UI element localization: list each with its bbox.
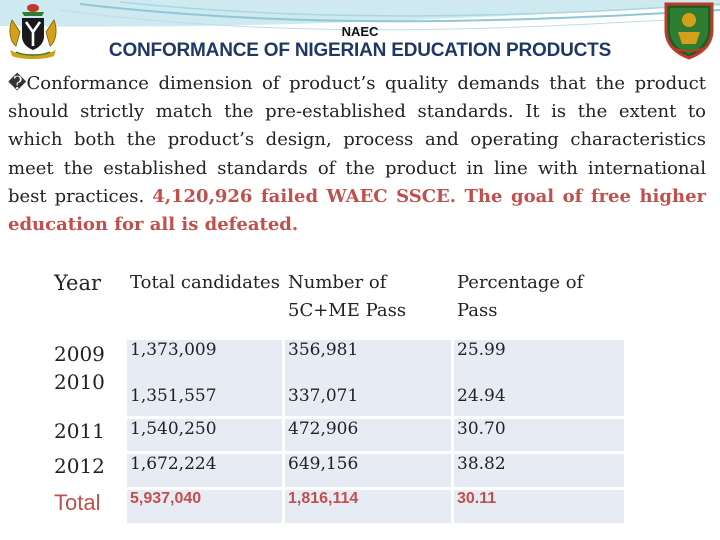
percentage-cell: [454, 340, 624, 416]
table-total-row: [51, 490, 624, 523]
table-header-row: [51, 269, 624, 337]
header-year: Year: [51, 269, 124, 337]
body-paragraph: [8, 70, 706, 239]
total-label: Total: [51, 490, 124, 523]
bullet-glyph: �: [8, 73, 27, 94]
header-percentage-pass: Percentage of Pass: [454, 269, 624, 337]
org-acronym: NAEC: [341, 24, 379, 39]
pass-value: 472,906: [285, 419, 451, 451]
results-table: [48, 266, 627, 526]
year-value: 2010: [54, 370, 105, 394]
percentage-value: 25.99: [457, 340, 506, 360]
pass-value: 649,156: [285, 454, 451, 487]
candidates-value: 1,672,224: [127, 454, 282, 487]
paragraph-text: Conformance dimension of product’s quality demands that the product should strictly match the pre-established standards. It is the extent to which both the product’s design, process and operating characteristics meet the established standards of the product in line with international best practices.: [8, 73, 706, 207]
total-candidates-value: 5,937,040: [127, 490, 282, 523]
table-row: [51, 419, 624, 451]
table-row: [51, 454, 624, 487]
pass-value: 337,071: [288, 386, 359, 406]
year-value: 2009: [54, 342, 105, 366]
year-cell: [51, 340, 124, 416]
total-pass-value: 1,816,114: [285, 490, 451, 523]
candidates-value: 1,373,009: [130, 340, 217, 360]
year-value: 2011: [51, 419, 124, 451]
candidates-cell: [127, 340, 282, 416]
table-row: [51, 340, 624, 416]
paragraph-highlight: 4,120,926 failed WAEC SSCE. The goal of free higher education for all is defeated.: [8, 185, 707, 236]
page-title: CONFORMANCE OF NIGERIAN EDUCATION PRODUCTS: [108, 40, 612, 61]
percentage-value: 24.94: [457, 386, 506, 406]
percentage-value: 30.70: [454, 419, 624, 451]
pass-cell: [285, 340, 451, 416]
total-percentage-value: 30.11: [454, 490, 624, 523]
percentage-value: 38.82: [454, 454, 624, 487]
header-total-candidates: Total candidates: [127, 269, 282, 337]
year-value: 2012: [51, 454, 124, 487]
candidates-value: 1,540,250: [127, 419, 282, 451]
header-number-pass: Number of 5C+ME Pass: [285, 269, 451, 337]
pass-value: 356,981: [288, 340, 359, 360]
candidates-value: 1,351,557: [130, 386, 217, 406]
